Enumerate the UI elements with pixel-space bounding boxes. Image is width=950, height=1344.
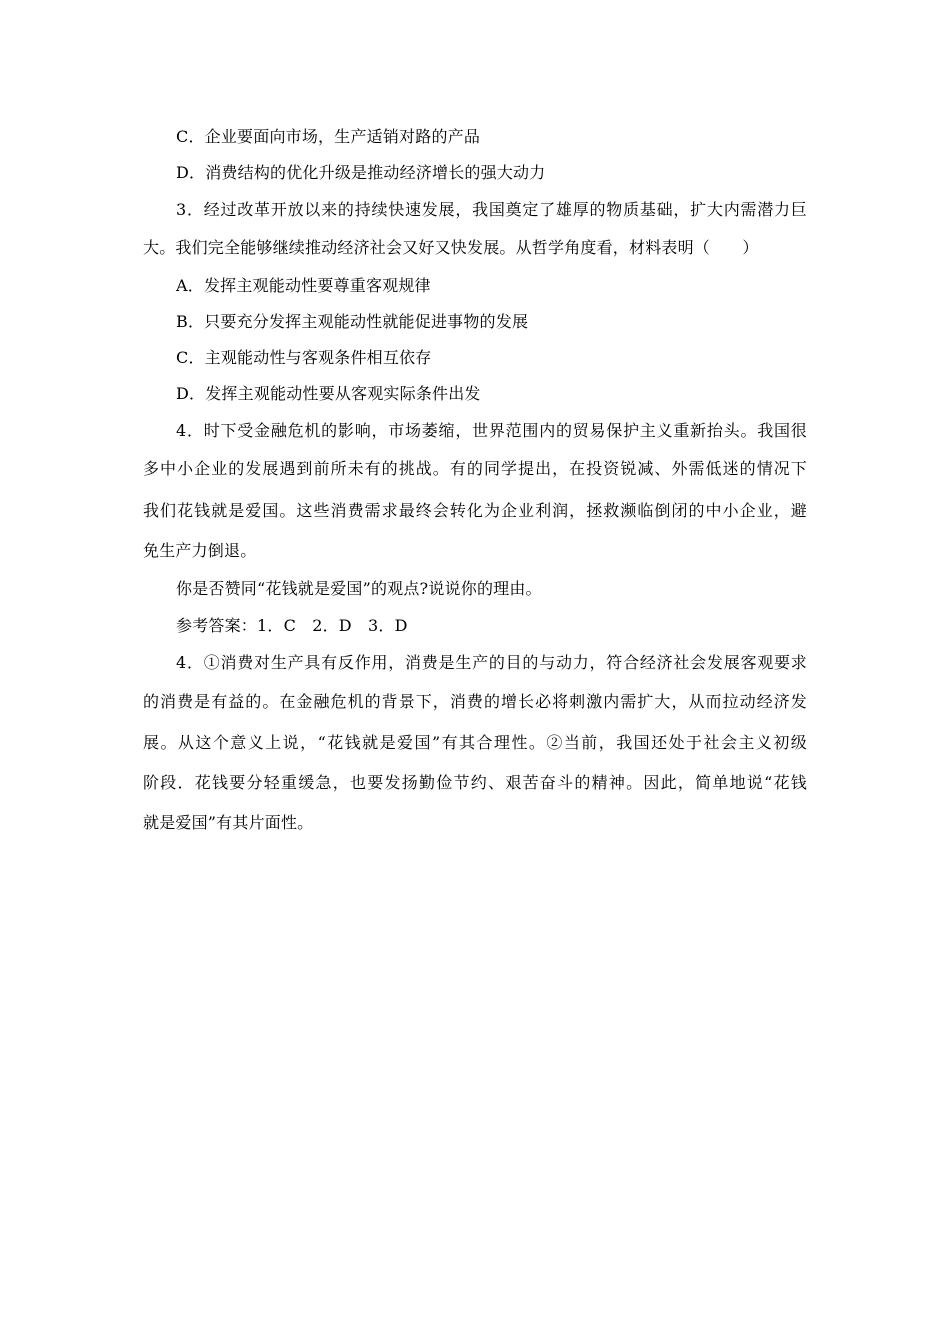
answer-4-line-2: 的消费是有益的。在金融危机的背景下，消费的增长必将刺激内需扩大，从而拉动经济发 <box>143 692 807 711</box>
q3-stem-line-1: 3．经过改革开放以来的持续快速发展，我国奠定了雄厚的物质基础，扩大内需潜力巨 <box>176 200 807 219</box>
q3-option-a: A．发挥主观能动性要尊重客观规律 <box>176 276 431 295</box>
q3-option-d: D．发挥主观能动性要从客观实际条件出发 <box>176 384 481 403</box>
q3-option-c: C．主观能动性与客观条件相互依存 <box>176 348 432 367</box>
answer-4-line-3: 展。从这个意义上说，“花钱就是爱国”有其合理性。②当前，我国还处于社会主义初级 <box>143 733 807 752</box>
q4-stem-line-3: 我们花钱就是爱国。这些消费需求最终会转化为企业利润，拯救濒临倒闭的中小企业，避 <box>143 501 807 520</box>
q4-stem-line-2: 多中小企业的发展遇到前所未有的挑战。有的同学提出，在投资锐减、外需低迷的情况下 <box>143 459 807 478</box>
q3-option-b: B．只要充分发挥主观能动性就能促进事物的发展 <box>176 312 529 331</box>
answer-4-line-4: 阶段．花钱要分轻重缓急，也要发扬勤俭节约、艰苦奋斗的精神。因此，简单地说“花钱 <box>143 773 807 792</box>
q4-stem-line-1: 4．时下受金融危机的影响，市场萎缩，世界范围内的贸易保护主义重新抬头。我国很 <box>176 421 807 440</box>
answer-key: 参考答案：1．C 2．D 3．D <box>176 616 408 635</box>
q2-option-d: D．消费结构的优化升级是推动经济增长的强大动力 <box>176 163 546 182</box>
answer-4-line-5: 就是爱国”有其片面性。 <box>143 813 314 832</box>
q4-question: 你是否赞同“花钱就是爱国”的观点?说说你的理由。 <box>176 579 542 598</box>
q4-stem-line-4: 免生产力倒退。 <box>143 541 257 560</box>
q3-stem-line-2: 大。我们完全能够继续推动经济社会又好又快发展。从哲学角度看，材料表明（ ） <box>143 238 759 257</box>
answer-4-line-1: 4．①消费对生产具有反作用，消费是生产的目的与动力，符合经济社会发展客观要求 <box>176 653 807 672</box>
q2-option-c: C．企业要面向市场，生产适销对路的产品 <box>176 127 481 146</box>
